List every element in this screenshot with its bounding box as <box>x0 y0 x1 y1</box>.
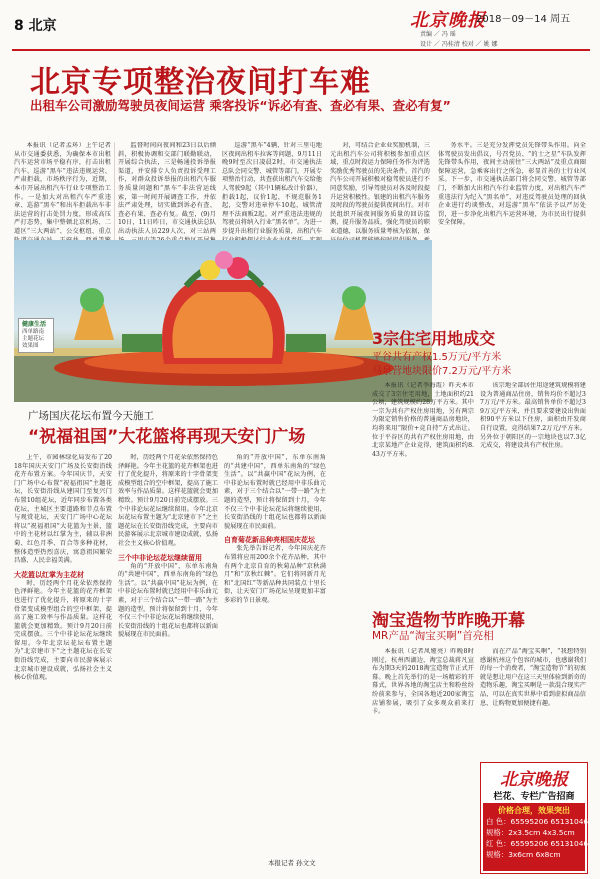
ad-row <box>486 827 582 838</box>
flower-subhead-1: 大花篮以红掌为主花材 <box>14 570 84 579</box>
issue-date: 2018－09－14 周五 <box>476 14 571 25</box>
byline: 本报记者 孙文文 <box>268 859 316 867</box>
main-story-text-1: 本报讯（记者孟环）上午记者从市交通委获悉，为确保本市出租汽车运营市场平稳有序，打击出租汽车、巡游“黑车”违法违规运营、严肃拒载，市场秩序行为，近期，本市开展出租汽车行业专项整治工作。一是加大对出租汽车严重违章、巡游“黑车”和出车拒载出车非法运营的打击处罚力度，形成高压严打态势，集中整顿北京机场、二道区“三大两站”、公交枢纽、重点 <box>14 142 111 235</box>
main-story-text-4: 对，可结合企业业奖励机制，三元出租汽车公司将积极参加重点区域，重点时段运力保障任务作为评选奖励优秀驾驶员的先决条件。首汽的汽车公司开展积极对稳驾驶员进行不同意奖励，引导驾驶员对各及时段提升运营积极性。银建的出租汽车服务及时段的驾驶员提供夜间出行。对市民组织开展夜间服务质量的回访监测，提升服务品质，强化驾驶员的职业道德，以服务质量考核为依据，保 <box>330 142 430 235</box>
taobao-text-1: 本报讯（记者凤娅亮）昨晚8时刚过，杭州西湖边，淘宝总裁蒋凡宣布为期3天的2018淘宝造物节正式开幕。晚上首先举行的是一场精彩的开幕式，世界各地的淘宝店主和粉丝纷纷前来参与，全国各地近200家淘宝店铺参展，吸引了众多观众前来打卡。 <box>372 648 474 716</box>
ad-row-value: 2x3.5cm 4x3.5cm <box>508 828 575 837</box>
flower-text-1: 上午，市园林绿化局发布了2018年国庆天安门广场及长安街沿线花卉布置方案。今年国庆节，天安门广场中心布置“祝福祖国”主题花坛，长安街沿线从建国门至复兴门布置10组花坛，近年同步布置各类花坛，主城区主要道路和节点布置与观赏花坛，天安门广场中心花坛将以“祝福祖国”大花篮为主景，篮中的主花材以红掌为主，辅以非洲菊、红色月季、百合等多种花材，整体造型热烈喜庆，寓意祖国繁荣昌盛、人民幸福美满。 <box>14 454 112 565</box>
ad-title: 栏花、专栏广告招商 <box>493 792 575 802</box>
housing-text-2: 该宗地全部居住用途建筑规模将建设为普通商品住房，销售均价不超过37万元/平方米。最高销售单价不超过39万元/平方米，并且要求要建设出售面积90平方米以下住房，面积由开发商自行设置，竞得结果7.2万元/平方米。另外位于朝阳区的一宗地块也以7.3亿元成交，将建设共有产权住房。 <box>480 382 586 450</box>
main-headline: 北京专项整治夜间打车难 <box>30 65 371 100</box>
main-story-col5 <box>438 142 586 312</box>
masthead-logo: 北京晚报 <box>410 10 486 31</box>
flower-text-2b: 角的“开放中国”，东单东南角的“共建中国”，西单东南角的“绿色生活”。以“共赢中国”花坛为例，在中非论坛布置时就已经用中非乐曲元素，对于三个结合以“一带一路”为主题的造型，预计将保留到十月，今年不仅三个中非论坛花坛将继续使用，长安街沿线的十组花坛也都将以新面貌展现在市民面前。 <box>118 562 218 639</box>
ad-tagline: 价格合理，效果突出 <box>498 806 570 815</box>
ad-row-value: 65595206 65131046 <box>510 839 589 848</box>
ad-row-value: 3x6cm 6x8cm <box>508 850 561 859</box>
photo-caption-line: 西单路南 <box>22 329 45 335</box>
main-story-text-2: 监督时间向夜间和23日以后倾斜，积极协调和交部门联勤联动，开展综合执法，三是畅通投诉举报渠道，并安排专人负责投诉受理工作，对群众投诉举报的出租汽车服务质量问题和“黑车”非法营运线索，第一时间开展调查工作，并依法严肃处理，切实做到诉必有查、查必有果、查必有复。截至，(9)月10日，11日昨日，市交通执法总队出动执法人员229人次，对三站两 <box>118 142 216 235</box>
photo-caption-line: 效果图 <box>22 343 39 349</box>
photo-caption-label: 健康生活 <box>22 321 47 328</box>
flower-text-3: 角的“开放中国”，东单东南角的“共建中国”，西单东南角的“绿色生活”。以“共赢中国”花坛为例，在中非论坛布置时就已经用中非乐曲元素，对于三个结合以“一带一路”为主题的造型，预计将保留到十月，今年不仅三个中非论坛花坛将继续使用，长安街沿线的十组花坛也都将以新面貌展现在市民面前。 <box>224 454 326 530</box>
main-subheadline: 出租车公司激励驾驶员夜间运营 乘客投诉“诉必有查、查必有果、查必有复” <box>30 98 451 113</box>
housing-text-1: 本报讯（记者李海霞）昨天本市成交了3宗住宅用地，土地面积约21公顷，建筑规模约28万平方米。其中一宗为共有产权住房用地，另有两宗为限定销售价格的普通商品房地块，均将来用“限价+竞自持”方式出让。位于平谷区的共有产权住房用地，由北京某地产企业竞得，建筑面积约8.43万平方米。 <box>372 382 474 458</box>
taobao-text-2: 而在产品“淘宝买啊”，“我想特别感谢杭州这个包容的城市，也感谢我们的每一个消费者，“淘宝造物节”的初衷就是想让用户在这三天里体验到新奇的造物乐趣，淘宝买啊是一款混合现实产品，可以在真实世界中看到虚拟商品信息，让购物更加便捷有趣。 <box>480 648 586 707</box>
flower-col1 <box>14 454 112 866</box>
housing-subhead-2: 马泉营地块限价7.2万元/平方米 <box>372 366 512 377</box>
housing-subhead-1: 平谷共有产权1.5万元/平方米 <box>372 352 502 363</box>
ad-row-label: 规格： <box>486 828 509 837</box>
designer-credit: 设计 ／ 冯桂清 校对 ／ 姚 娜 <box>420 41 498 48</box>
housing-col2 <box>480 382 586 582</box>
ad-row <box>486 838 589 849</box>
main-story-text-3: 巡游“黑车”4辆，针对三里屯地区夜间出租车拉客等问题，9月11日晚9时至次日凌晨2时，市交通执法总队会同交警、城管等部门，开展专项整治行动，共查获出租汽车交给他人驾驶9起（其中1辆私改计价器），拒载1起，议价1起，不规范服务1起，交警对违章停车10起，城管清理不法商贩2起。对严重违法违规的驾驶员将纳入行业“黑名单”。为进一步提升出租行业服务质量，出租汽车 <box>222 142 322 235</box>
flower-col3 <box>224 454 326 866</box>
flower-headline: “祝福祖国”大花篮将再现天安门广场 <box>28 427 306 447</box>
photo-caption-line: 主题花坛 <box>22 336 45 342</box>
flower-col2 <box>118 454 218 866</box>
taobao-col1 <box>372 648 474 868</box>
ad-row <box>486 849 582 860</box>
flower-bed-photo <box>14 240 432 402</box>
housing-col1 <box>372 382 474 582</box>
flower-basket-illustration <box>14 240 432 402</box>
photo-caption-box <box>18 318 54 353</box>
ad-block <box>480 762 588 874</box>
housing-headline: 3宗住宅用地成交 <box>372 329 496 348</box>
ad-brand-logo: 北京晚报 <box>500 770 568 790</box>
taobao-headline: 淘宝造物节昨晚开幕 <box>372 611 525 631</box>
flower-text-2: 时，历经两个月花朵依然保持色泽鲜艳。今年主花篮的花卉框架也进行了优化提升，将原来的十字骨架变成模型组合的空中框架，提高了施工效率与作品质量。这样花篮就会更加精致。预计9月20日前完成摆放。三个中非论坛花坛继续留用。今年北京坛花坛布置主题为“北京建市下”之主题花坛在长安街沿线完成，主要向市民游客展示北京城市建设成就，弘扬社会主义核心价值观。 <box>118 454 218 547</box>
ad-panel <box>483 803 589 871</box>
page-number-label: 8 北京 <box>14 18 57 34</box>
ad-row <box>486 816 589 827</box>
ad-row-label: 规格： <box>486 850 509 859</box>
ad-row-value: 65595206 65131046 <box>510 817 589 826</box>
flower-text-3b: 张先举告诉记者，今年国庆花卉布置将应用200余个花卉品种，其中有两个北京自育的秋菊品种“京秋满月”和“京秋红棘”。它们将同新月光和“北国红”等新品种共同装点十里长街，让天安门广场花坛呈现更加丰富多彩的节日景观。 <box>224 545 326 604</box>
editor-credit: 责编 ／ 冯 瑶 <box>420 31 456 38</box>
flower-kicker: 广场国庆花坛布置今天施工 <box>28 410 154 422</box>
taobao-col2 <box>480 648 586 744</box>
ad-row-label: 红 色： <box>486 839 511 848</box>
flower-subhead-2: 三个中非论坛花坛继续留用 <box>118 553 202 562</box>
header-rule <box>12 49 590 51</box>
ad-row-label: 白 色： <box>486 817 511 826</box>
flower-subhead-3: 自育菊花新品种亮相国庆花坛 <box>224 536 315 545</box>
flower-text-1b: 时，历经两个月花朵依然保持色泽鲜艳。今年主花篮的花卉框架也进行了优化提升，将原来的十字骨架变成模型组合的空中框架，提高了施工效率与作品质量。这样花篮就会更加精致。预计9月20日前完成摆放。三个中非论坛花坛继续留用。今年北京坛花坛布置主题为“北京建市下”之主题花坛在长安街沿线完成，主要向市民游客展示北京城市建设成就，弘扬社会主义核心价值观。 <box>14 579 112 682</box>
main-story-text-5: 务水平。三是充分发挥党员先锋带头作用。向全体驾驶员发出倡议，号召党员、“的士之星”车队发挥先锋带头作用，夜间主动前往“三大两站”及重点商圈保障运营，急乘客出行之所急，彰显首善的士行业风采。下一步，市交通执法部门将会同交警、城管等部门，不断加大出租汽车行业监管力度，对出租汽车严重违法行为纪入“黑名单”，对违反驾驶员处理的回执企业进行约谈整改，对巡游“黑车”依法予以严厉处罚，进一步净化出租汽车运营环境，为市民出行提供安全保障。 <box>438 142 586 227</box>
taobao-subhead: MR产品“淘宝买啊”首亮相 <box>372 630 494 642</box>
